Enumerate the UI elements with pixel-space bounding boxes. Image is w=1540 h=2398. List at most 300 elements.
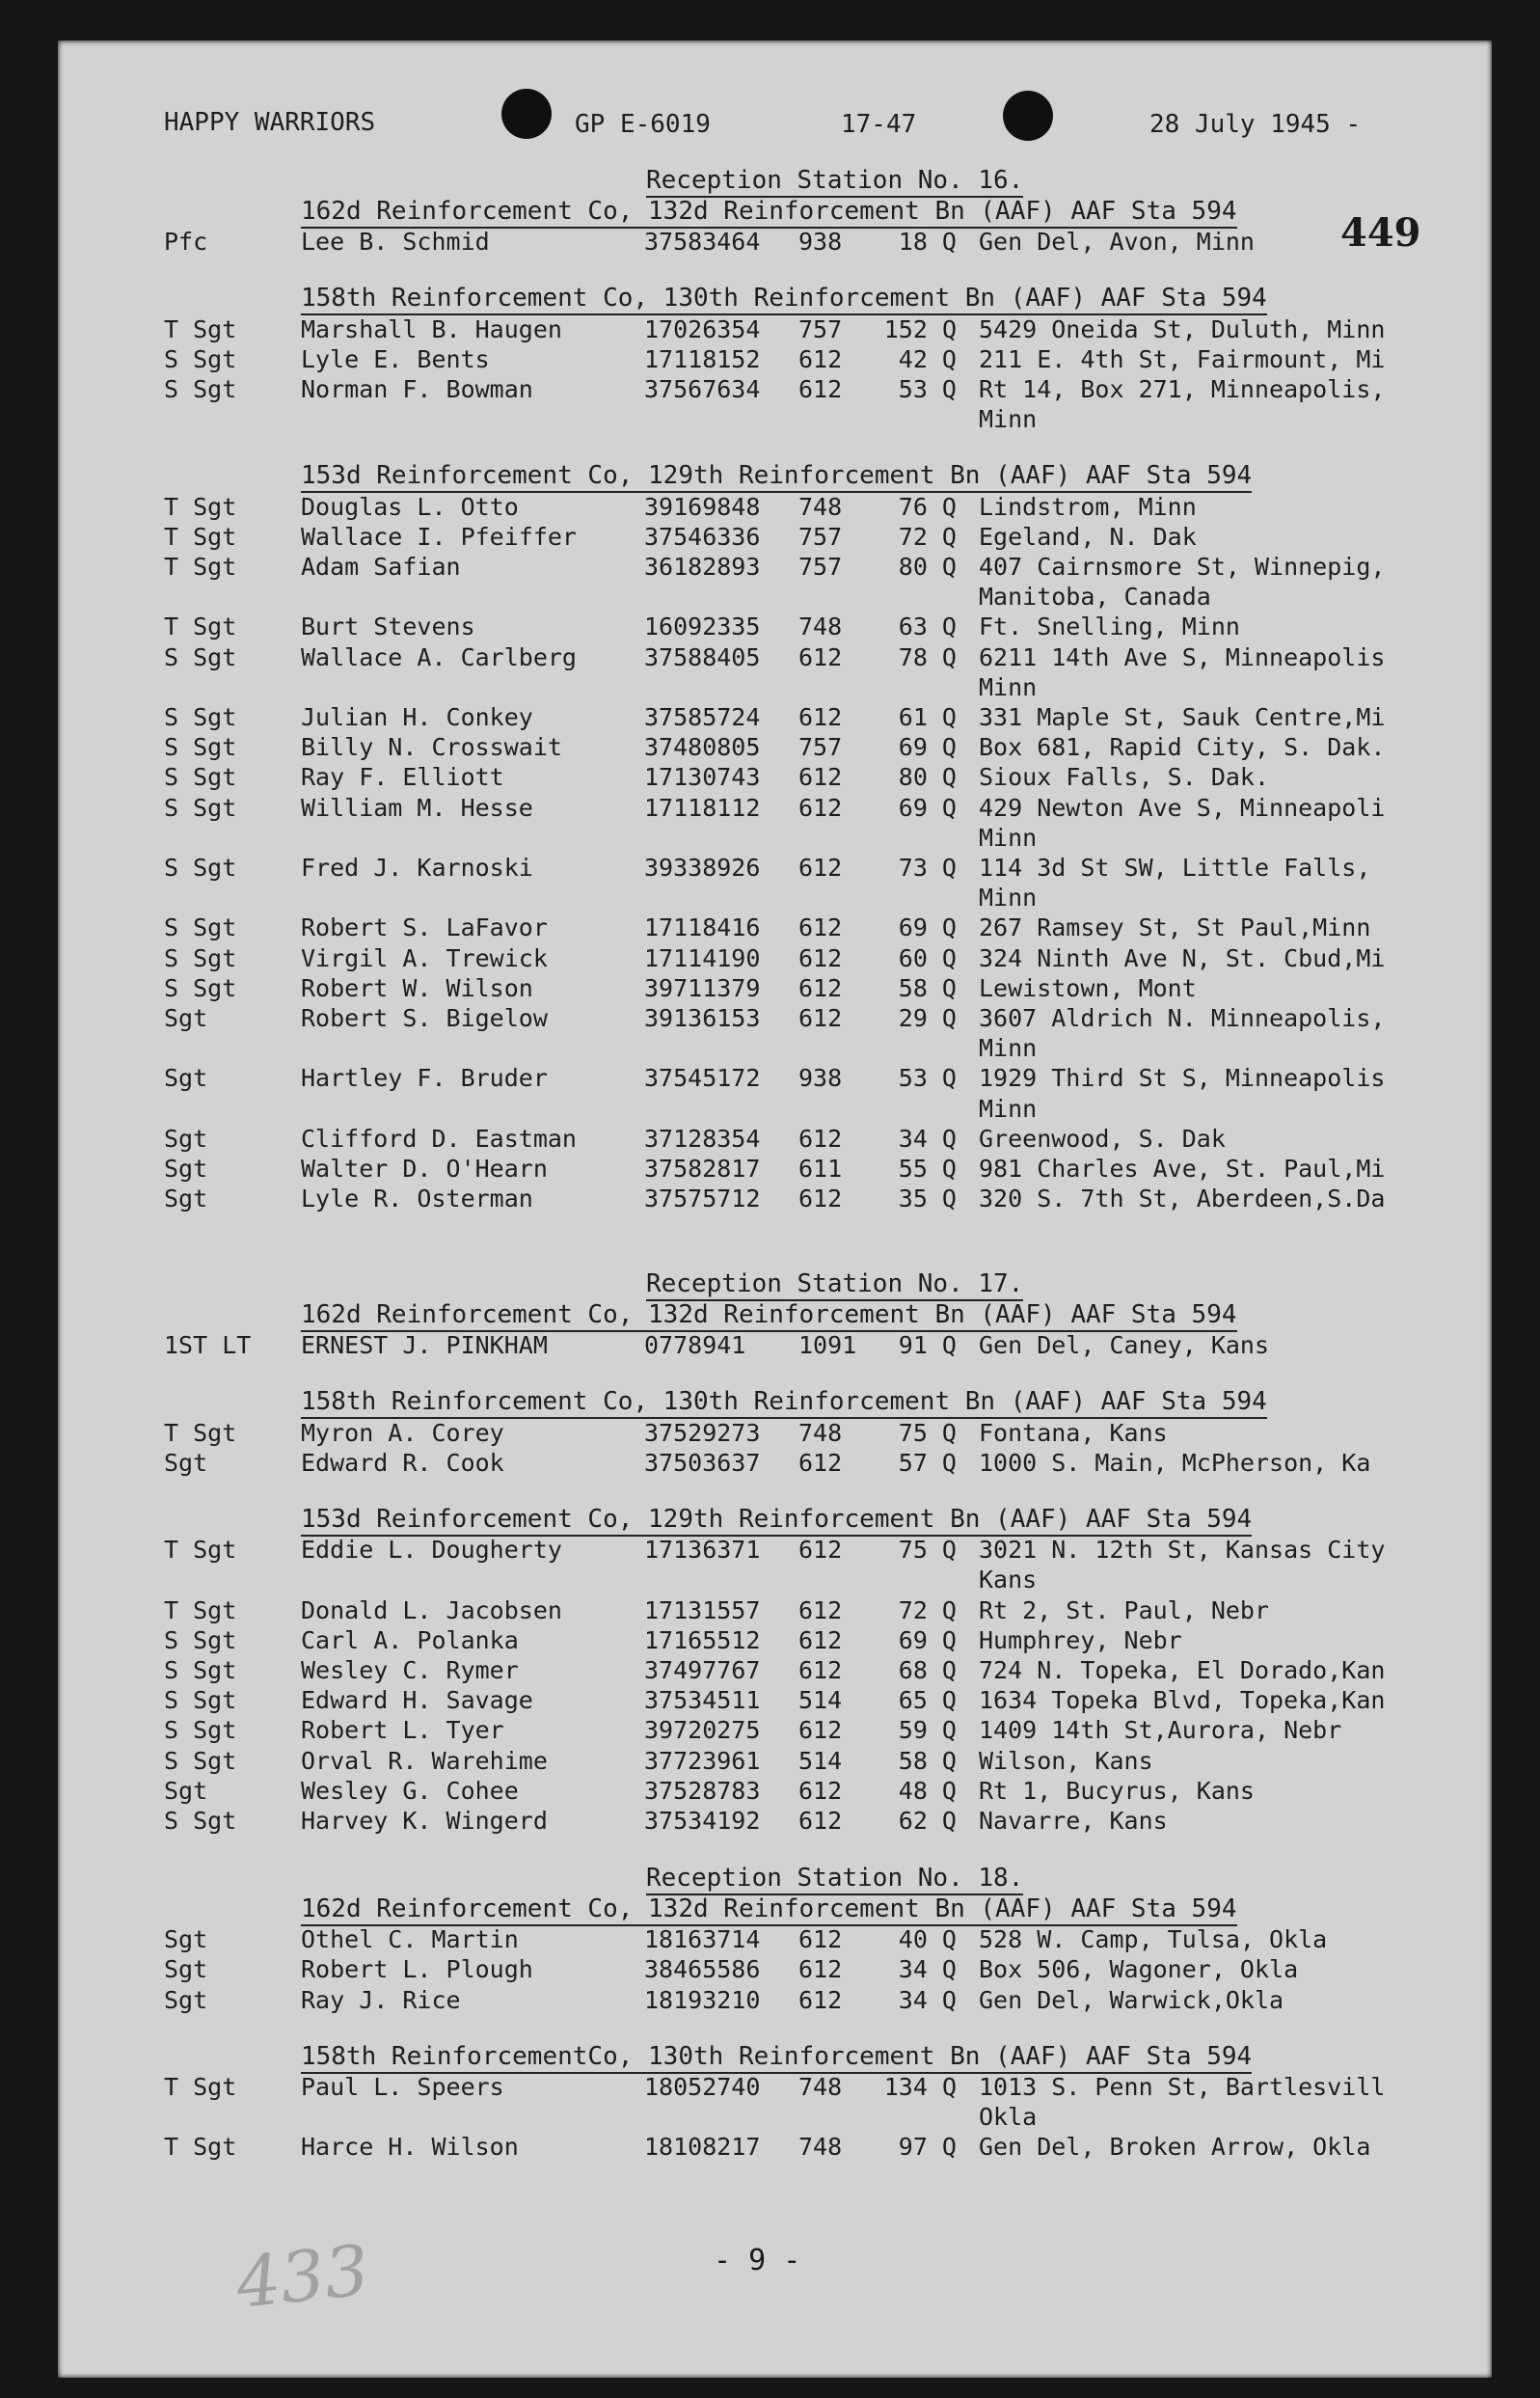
- name-cell: Robert L. Tyer: [301, 1716, 504, 1745]
- mos-code-cell: 1091: [798, 1331, 857, 1360]
- score-cell: 69 Q: [898, 793, 957, 822]
- address-cell: Gen Del, Caney, Kans: [979, 1331, 1270, 1360]
- serial-number-cell: 18052740: [644, 2073, 761, 2101]
- address-cell: Lewistown, Mont: [979, 973, 1197, 1002]
- name-cell: Harvey K. Wingerd: [301, 1807, 548, 1835]
- name-cell: Fred J. Karnoski: [301, 854, 533, 882]
- name-cell: Robert S. Bigelow: [301, 1004, 548, 1032]
- rank-cell: S Sgt: [164, 1807, 237, 1835]
- unit-heading: 162d Reinforcement Co, 132d Reinforcement Bn (AAF) AAF Sta 594: [301, 1300, 1237, 1332]
- address-continuation-cell: Minn: [979, 823, 1038, 852]
- header-gp: GP E-6019: [575, 110, 711, 139]
- roster-row: [0, 1154, 1540, 1184]
- serial-number-cell: 37503637: [644, 1448, 761, 1477]
- rank-cell: S Sgt: [164, 854, 237, 882]
- mos-code-cell: 612: [798, 1955, 843, 1984]
- serial-number-cell: 18193210: [644, 1985, 761, 2014]
- address-cell: 1634 Topeka Blvd, Topeka,Kan: [979, 1686, 1386, 1715]
- serial-number-cell: 39136153: [644, 1004, 761, 1032]
- roster-row: [0, 762, 1540, 792]
- name-cell: Orval R. Warehime: [301, 1746, 548, 1775]
- address-continuation-cell: Minn: [979, 405, 1038, 434]
- address-cell: 528 W. Camp, Tulsa, Okla: [979, 1925, 1328, 1954]
- address-cell: 1929 Third St S, Minneapolis: [979, 1064, 1386, 1093]
- score-cell: 69 Q: [898, 913, 957, 942]
- name-cell: Lyle E. Bents: [301, 344, 490, 373]
- rank-cell: S Sgt: [164, 943, 237, 972]
- score-cell: 34 Q: [898, 1985, 957, 2014]
- name-cell: Julian H. Conkey: [301, 703, 533, 731]
- roster-row: [0, 913, 1540, 942]
- address-cell: 1013 S. Penn St, Bartlesvill: [979, 2073, 1386, 2101]
- roster-row: [0, 1448, 1540, 1478]
- rank-cell: Sgt: [164, 1124, 208, 1153]
- address-cell: 211 E. 4th St, Fairmount, Mi: [979, 344, 1386, 373]
- roster-row-continuation: [0, 1094, 1540, 1124]
- score-cell: 18 Q: [898, 228, 957, 257]
- address-cell: Egeland, N. Dak: [979, 522, 1197, 551]
- name-cell: Donald L. Jacobsen: [301, 1595, 562, 1624]
- name-cell: Othel C. Martin: [301, 1925, 519, 1954]
- address-continuation-cell: Kans: [979, 1566, 1038, 1594]
- address-cell: Box 681, Rapid City, S. Dak.: [979, 733, 1386, 762]
- serial-number-cell: 38465586: [644, 1955, 761, 1984]
- address-cell: Greenwood, S. Dak: [979, 1124, 1226, 1153]
- address-continuation-cell: Okla: [979, 2103, 1038, 2132]
- roster-row: [0, 973, 1540, 1003]
- rank-cell: S Sgt: [164, 973, 237, 1002]
- name-cell: Eddie L. Dougherty: [301, 1536, 562, 1565]
- header-date: 28 July 1945 -: [1149, 110, 1362, 139]
- mos-code-cell: 612: [798, 1004, 843, 1032]
- reception-station-title: Reception Station No. 17.: [646, 1269, 1023, 1301]
- unit-heading: 162d Reinforcement Co, 132d Reinforcement Bn (AAF) AAF Sta 594: [301, 197, 1237, 229]
- address-continuation-cell: Minn: [979, 1034, 1038, 1063]
- serial-number-cell: 17114190: [644, 943, 761, 972]
- score-cell: 97 Q: [898, 2133, 957, 2162]
- rank-cell: Sgt: [164, 1925, 208, 1954]
- name-cell: Paul L. Speers: [301, 2073, 504, 2101]
- serial-number-cell: 39720275: [644, 1716, 761, 1745]
- roster-row: [0, 732, 1540, 762]
- mos-code-cell: 514: [798, 1686, 843, 1715]
- roster-row: [0, 1685, 1540, 1715]
- roster-row: [0, 1806, 1540, 1836]
- name-cell: Douglas L. Otto: [301, 492, 519, 521]
- mos-code-cell: 612: [798, 1185, 843, 1213]
- roster-row-continuation: [0, 823, 1540, 853]
- rank-cell: Sgt: [164, 1155, 208, 1183]
- name-cell: Billy N. Crosswait: [301, 733, 562, 762]
- rank-cell: S Sgt: [164, 1656, 237, 1684]
- score-cell: 53 Q: [898, 1064, 957, 1093]
- score-cell: 61 Q: [898, 703, 957, 731]
- rank-cell: Sgt: [164, 1955, 208, 1984]
- name-cell: Wesley C. Rymer: [301, 1656, 519, 1684]
- roster-row: [0, 1595, 1540, 1625]
- rank-cell: S Sgt: [164, 1625, 237, 1654]
- serial-number-cell: 37528783: [644, 1776, 761, 1805]
- score-cell: 69 Q: [898, 1625, 957, 1654]
- mos-code-cell: 612: [798, 1985, 843, 2014]
- mos-code-cell: 612: [798, 973, 843, 1002]
- address-continuation-cell: Manitoba, Canada: [979, 583, 1211, 612]
- address-cell: 5429 Oneida St, Duluth, Minn: [979, 314, 1386, 343]
- mos-code-cell: 612: [798, 344, 843, 373]
- roster-row-continuation: [0, 883, 1540, 913]
- serial-number-cell: 17118152: [644, 344, 761, 373]
- rank-cell: Sgt: [164, 1985, 208, 2014]
- serial-number-cell: 17130743: [644, 763, 761, 792]
- serial-number-cell: 37723961: [644, 1746, 761, 1775]
- page-stamp: 449: [1340, 210, 1421, 256]
- name-cell: Edward H. Savage: [301, 1686, 533, 1715]
- mos-code-cell: 612: [798, 642, 843, 671]
- rank-cell: S Sgt: [164, 642, 237, 671]
- serial-number-cell: 17026354: [644, 314, 761, 343]
- rank-cell: 1ST LT: [164, 1331, 252, 1360]
- rank-cell: S Sgt: [164, 913, 237, 942]
- mos-code-cell: 748: [798, 492, 843, 521]
- address-cell: 981 Charles Ave, St. Paul,Mi: [979, 1155, 1386, 1183]
- score-cell: 65 Q: [898, 1686, 957, 1715]
- roster-row-continuation: [0, 672, 1540, 702]
- roster-row: [0, 1954, 1540, 1984]
- serial-number-cell: 39711379: [644, 973, 761, 1002]
- name-cell: Lyle R. Osterman: [301, 1185, 533, 1213]
- serial-number-cell: 17131557: [644, 1595, 761, 1624]
- punch-hole-right: [1003, 91, 1053, 141]
- rank-cell: T Sgt: [164, 314, 237, 343]
- rank-cell: S Sgt: [164, 1746, 237, 1775]
- score-cell: 58 Q: [898, 973, 957, 1002]
- mos-code-cell: 938: [798, 228, 843, 257]
- header-left-title: HAPPY WARRIORS: [164, 108, 376, 137]
- serial-number-cell: 37546336: [644, 522, 761, 551]
- name-cell: Wallace A. Carlberg: [301, 642, 577, 671]
- name-cell: Wallace I. Pfeiffer: [301, 522, 577, 551]
- address-cell: Gen Del, Warwick,Okla: [979, 1985, 1284, 2014]
- roster-row: [0, 374, 1540, 404]
- address-cell: 331 Maple St, Sauk Centre,Mi: [979, 703, 1386, 731]
- mos-code-cell: 612: [798, 1595, 843, 1624]
- name-cell: Myron A. Corey: [301, 1418, 504, 1447]
- roster-row-continuation: [0, 1565, 1540, 1594]
- address-cell: 1000 S. Main, McPherson, Ka: [979, 1448, 1371, 1477]
- address-cell: Box 506, Wagoner, Okla: [979, 1955, 1299, 1984]
- roster-row: [0, 1330, 1540, 1360]
- address-cell: 324 Ninth Ave N, St. Cbud,Mi: [979, 943, 1386, 972]
- mos-code-cell: 612: [798, 703, 843, 731]
- mos-code-cell: 612: [798, 793, 843, 822]
- header-ref: 17-47: [841, 110, 917, 139]
- roster-row: [0, 1625, 1540, 1655]
- mos-code-cell: 748: [798, 1418, 843, 1447]
- serial-number-cell: 37582817: [644, 1155, 761, 1183]
- mos-code-cell: 748: [798, 2133, 843, 2162]
- roster-row-continuation: [0, 1033, 1540, 1063]
- roster-row-continuation: [0, 404, 1540, 434]
- rank-cell: S Sgt: [164, 375, 237, 403]
- name-cell: William M. Hesse: [301, 793, 533, 822]
- name-cell: Ray J. Rice: [301, 1985, 461, 2014]
- score-cell: 80 Q: [898, 763, 957, 792]
- roster-row: [0, 943, 1540, 973]
- rank-cell: T Sgt: [164, 1418, 237, 1447]
- roster-row: [0, 2132, 1540, 2162]
- score-cell: 42 Q: [898, 344, 957, 373]
- roster-row: [0, 1746, 1540, 1776]
- mos-code-cell: 612: [798, 1124, 843, 1153]
- roster-row: [0, 2072, 1540, 2102]
- mos-code-cell: 748: [798, 613, 843, 641]
- rank-cell: Sgt: [164, 1064, 208, 1093]
- mos-code-cell: 612: [798, 1776, 843, 1805]
- score-cell: 59 Q: [898, 1716, 957, 1745]
- score-cell: 73 Q: [898, 854, 957, 882]
- address-cell: Sioux Falls, S. Dak.: [979, 763, 1270, 792]
- roster-row: [0, 702, 1540, 732]
- score-cell: 80 Q: [898, 553, 957, 581]
- score-cell: 62 Q: [898, 1807, 957, 1835]
- serial-number-cell: 37567634: [644, 375, 761, 403]
- roster-row: [0, 642, 1540, 672]
- serial-number-cell: 17118416: [644, 913, 761, 942]
- name-cell: Wesley G. Cohee: [301, 1776, 519, 1805]
- roster-row: [0, 1535, 1540, 1565]
- address-cell: Rt 1, Bucyrus, Kans: [979, 1776, 1255, 1805]
- roster-row: [0, 853, 1540, 883]
- serial-number-cell: 37128354: [644, 1124, 761, 1153]
- name-cell: Ray F. Elliott: [301, 763, 504, 792]
- rank-cell: T Sgt: [164, 522, 237, 551]
- score-cell: 91 Q: [898, 1331, 957, 1360]
- rank-cell: T Sgt: [164, 2133, 237, 2162]
- rank-cell: Sgt: [164, 1185, 208, 1213]
- mos-code-cell: 612: [798, 1536, 843, 1565]
- mos-code-cell: 757: [798, 314, 843, 343]
- rank-cell: T Sgt: [164, 553, 237, 581]
- name-cell: Robert L. Plough: [301, 1955, 533, 1984]
- address-cell: Lindstrom, Minn: [979, 492, 1197, 521]
- name-cell: Harce H. Wilson: [301, 2133, 519, 2162]
- serial-number-cell: 37534511: [644, 1686, 761, 1715]
- roster-row: [0, 1655, 1540, 1685]
- roster-row: [0, 1418, 1540, 1448]
- name-cell: Lee B. Schmid: [301, 228, 490, 257]
- mos-code-cell: 612: [798, 1807, 843, 1835]
- serial-number-cell: 17118112: [644, 793, 761, 822]
- rank-cell: T Sgt: [164, 1536, 237, 1565]
- address-cell: 114 3d St SW, Little Falls,: [979, 854, 1371, 882]
- rank-cell: T Sgt: [164, 492, 237, 521]
- mos-code-cell: 612: [798, 375, 843, 403]
- address-cell: Fontana, Kans: [979, 1418, 1168, 1447]
- unit-heading: 162d Reinforcement Co, 132d Reinforcement Bn (AAF) AAF Sta 594: [301, 1894, 1237, 1926]
- address-cell: Gen Del, Avon, Minn: [979, 228, 1255, 257]
- score-cell: 35 Q: [898, 1185, 957, 1213]
- address-cell: 3021 N. 12th St, Kansas City: [979, 1536, 1386, 1565]
- serial-number-cell: 37480805: [644, 733, 761, 762]
- mos-code-cell: 612: [798, 763, 843, 792]
- name-cell: Marshall B. Haugen: [301, 314, 562, 343]
- serial-number-cell: 39169848: [644, 492, 761, 521]
- score-cell: 68 Q: [898, 1656, 957, 1684]
- address-cell: Navarre, Kans: [979, 1807, 1168, 1835]
- score-cell: 60 Q: [898, 943, 957, 972]
- mos-code-cell: 748: [798, 2073, 843, 2101]
- mos-code-cell: 514: [798, 1746, 843, 1775]
- roster-row: [0, 1715, 1540, 1745]
- address-continuation-cell: Minn: [979, 672, 1038, 701]
- roster-row: [0, 1184, 1540, 1213]
- serial-number-cell: 37545172: [644, 1064, 761, 1093]
- name-cell: Burt Stevens: [301, 613, 475, 641]
- score-cell: 76 Q: [898, 492, 957, 521]
- name-cell: Edward R. Cook: [301, 1448, 504, 1477]
- rank-cell: S Sgt: [164, 1716, 237, 1745]
- name-cell: Robert W. Wilson: [301, 973, 533, 1002]
- score-cell: 69 Q: [898, 733, 957, 762]
- serial-number-cell: 18163714: [644, 1925, 761, 1954]
- rank-cell: T Sgt: [164, 1595, 237, 1624]
- roster-row: [0, 1003, 1540, 1033]
- roster-row: [0, 522, 1540, 552]
- mos-code-cell: 612: [798, 913, 843, 942]
- roster-row: [0, 1776, 1540, 1806]
- reception-station-title: Reception Station No. 16.: [646, 166, 1023, 198]
- score-cell: 34 Q: [898, 1955, 957, 1984]
- roster-row: [0, 552, 1540, 582]
- address-cell: Gen Del, Broken Arrow, Okla: [979, 2133, 1371, 2162]
- score-cell: 57 Q: [898, 1448, 957, 1477]
- roster-row: [0, 492, 1540, 522]
- serial-number-cell: 37588405: [644, 642, 761, 671]
- serial-number-cell: 37529273: [644, 1418, 761, 1447]
- rank-cell: S Sgt: [164, 763, 237, 792]
- rank-cell: Sgt: [164, 1004, 208, 1032]
- score-cell: 34 Q: [898, 1124, 957, 1153]
- mos-code-cell: 612: [798, 1448, 843, 1477]
- name-cell: Adam Safian: [301, 553, 461, 581]
- score-cell: 55 Q: [898, 1155, 957, 1183]
- name-cell: Robert S. LaFavor: [301, 913, 548, 942]
- score-cell: 40 Q: [898, 1925, 957, 1954]
- roster-row: [0, 344, 1540, 374]
- mos-code-cell: 612: [798, 1925, 843, 1954]
- address-cell: 429 Newton Ave S, Minneapoli: [979, 793, 1386, 822]
- address-cell: 407 Cairnsmore St, Winnepig,: [979, 553, 1386, 581]
- pencil-annotation: 433: [231, 2229, 373, 2324]
- mos-code-cell: 757: [798, 522, 843, 551]
- address-continuation-cell: Minn: [979, 884, 1038, 913]
- rank-cell: S Sgt: [164, 344, 237, 373]
- address-continuation-cell: Minn: [979, 1094, 1038, 1123]
- score-cell: 75 Q: [898, 1418, 957, 1447]
- serial-number-cell: 17165512: [644, 1625, 761, 1654]
- mos-code-cell: 612: [798, 854, 843, 882]
- serial-number-cell: 37497767: [644, 1656, 761, 1684]
- roster-row: [0, 314, 1540, 344]
- score-cell: 63 Q: [898, 613, 957, 641]
- address-cell: 1409 14th St,Aurora, Nebr: [979, 1716, 1342, 1745]
- address-cell: Rt 14, Box 271, Minneapolis,: [979, 375, 1386, 403]
- rank-cell: S Sgt: [164, 793, 237, 822]
- mos-code-cell: 612: [798, 1656, 843, 1684]
- name-cell: Norman F. Bowman: [301, 375, 533, 403]
- name-cell: Hartley F. Bruder: [301, 1064, 548, 1093]
- score-cell: 72 Q: [898, 522, 957, 551]
- rank-cell: T Sgt: [164, 613, 237, 641]
- address-cell: Wilson, Kans: [979, 1746, 1153, 1775]
- score-cell: 48 Q: [898, 1776, 957, 1805]
- reception-station-title: Reception Station No. 18.: [646, 1864, 1023, 1895]
- address-cell: 3607 Aldrich N. Minneapolis,: [979, 1004, 1386, 1032]
- serial-number-cell: 37575712: [644, 1185, 761, 1213]
- mos-code-cell: 611: [798, 1155, 843, 1183]
- rank-cell: S Sgt: [164, 1686, 237, 1715]
- unit-heading: 158th Reinforcement Co, 130th Reinforcement Bn (AAF) AAF Sta 594: [301, 284, 1267, 315]
- address-cell: 6211 14th Ave S, Minneapolis: [979, 642, 1386, 671]
- name-cell: Walter D. O'Hearn: [301, 1155, 548, 1183]
- mos-code-cell: 612: [798, 1716, 843, 1745]
- roster-row: [0, 1924, 1540, 1954]
- name-cell: ERNEST J. PINKHAM: [301, 1331, 548, 1360]
- roster-row: [0, 1063, 1540, 1093]
- rank-cell: S Sgt: [164, 733, 237, 762]
- rank-cell: T Sgt: [164, 2073, 237, 2101]
- rank-cell: S Sgt: [164, 703, 237, 731]
- punch-hole-left: [501, 89, 552, 139]
- unit-heading: 153d Reinforcement Co, 129th Reinforcement Bn (AAF) AAF Sta 594: [301, 461, 1252, 493]
- roster-row-continuation: [0, 2102, 1540, 2132]
- serial-number-cell: 16092335: [644, 613, 761, 641]
- address-cell: 724 N. Topeka, El Dorado,Kan: [979, 1656, 1386, 1684]
- page-footer-number: - 9 -: [714, 2244, 801, 2277]
- mos-code-cell: 612: [798, 943, 843, 972]
- address-cell: Rt 2, St. Paul, Nebr: [979, 1595, 1270, 1624]
- mos-code-cell: 757: [798, 733, 843, 762]
- serial-number-cell: 17136371: [644, 1536, 761, 1565]
- mos-code-cell: 757: [798, 553, 843, 581]
- roster-row: [0, 793, 1540, 823]
- address-cell: Ft. Snelling, Minn: [979, 613, 1240, 641]
- serial-number-cell: 36182893: [644, 553, 761, 581]
- rank-cell: Sgt: [164, 1776, 208, 1805]
- unit-heading: 158th Reinforcement Co, 130th Reinforcement Bn (AAF) AAF Sta 594: [301, 1387, 1267, 1419]
- rank-cell: Pfc: [164, 228, 208, 257]
- score-cell: 78 Q: [898, 642, 957, 671]
- score-cell: 75 Q: [898, 1536, 957, 1565]
- address-cell: Humphrey, Nebr: [979, 1625, 1182, 1654]
- unit-heading: 158th ReinforcementCo, 130th Reinforcement Bn (AAF) AAF Sta 594: [301, 2042, 1252, 2074]
- address-cell: 267 Ramsey St, St Paul,Minn: [979, 913, 1371, 942]
- name-cell: Clifford D. Eastman: [301, 1124, 577, 1153]
- score-cell: 29 Q: [898, 1004, 957, 1032]
- mos-code-cell: 612: [798, 1625, 843, 1654]
- serial-number-cell: 18108217: [644, 2133, 761, 2162]
- serial-number-cell: 0778941: [644, 1331, 746, 1360]
- roster-row: [0, 612, 1540, 641]
- serial-number-cell: 37585724: [644, 703, 761, 731]
- roster-row: [0, 227, 1540, 257]
- mos-code-cell: 938: [798, 1064, 843, 1093]
- score-cell: 152 Q: [883, 314, 957, 343]
- address-cell: 320 S. 7th St, Aberdeen,S.Da: [979, 1185, 1386, 1213]
- name-cell: Virgil A. Trewick: [301, 943, 548, 972]
- serial-number-cell: 37583464: [644, 228, 761, 257]
- serial-number-cell: 39338926: [644, 854, 761, 882]
